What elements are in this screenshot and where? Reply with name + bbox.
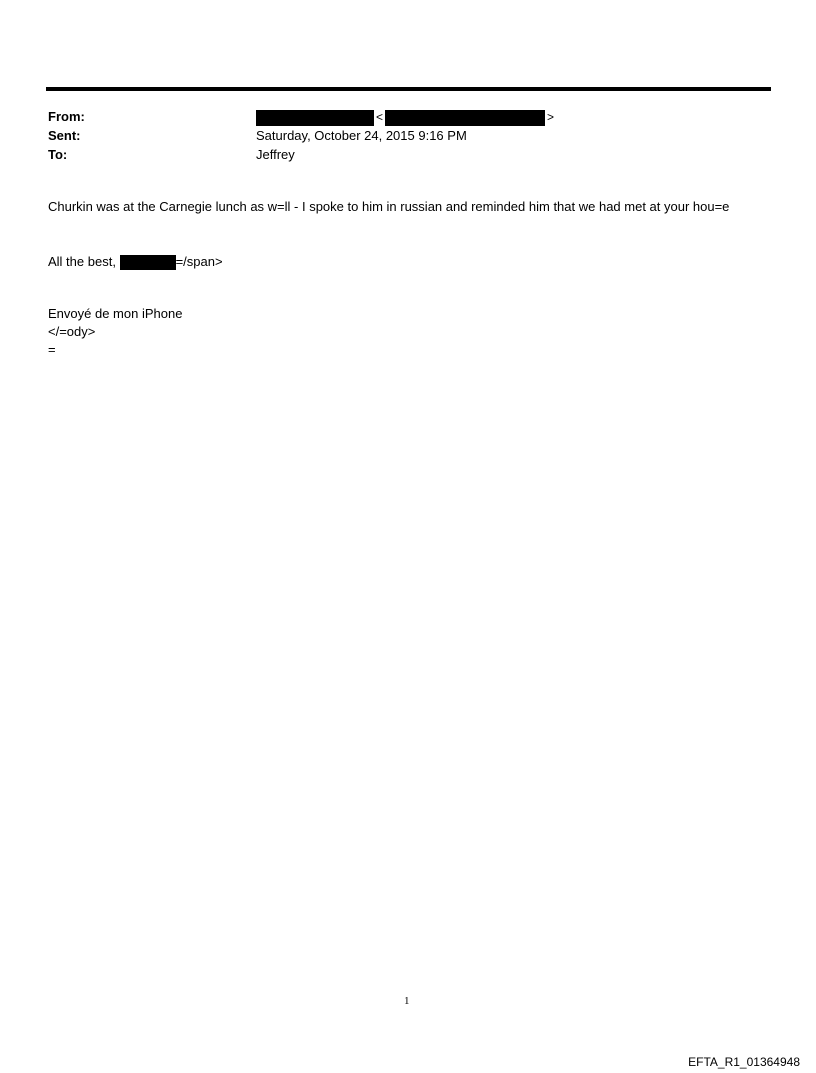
document-id: EFTA_R1_01364948 [688,1055,800,1069]
trailing-equals-line: = [48,342,56,357]
sent-label: Sent: [48,128,81,143]
closing-line [48,253,223,271]
closing-suffix: =/span> [175,254,223,269]
sent-value: Saturday, October 24, 2015 9:16 PM [256,128,467,143]
trailing-markup-line: </=ody> [48,324,96,339]
page-number: 1 [404,995,410,1007]
redacted-sender-email [385,110,545,126]
redacted-signature-name [120,255,176,270]
email-header [48,107,768,164]
signature-line: Envoyé de mon iPhone [48,306,183,321]
to-value: Jeffrey [256,147,295,162]
header-divider [46,87,771,91]
email-open-bracket: < [376,110,384,125]
email-close-bracket: > [547,110,555,125]
closing-prefix: All the best, [48,254,116,269]
from-value [256,107,556,127]
redacted-sender-name [256,110,374,126]
to-label: To: [48,147,68,162]
to-row [48,145,768,164]
message-line: Churkin was at the Carnegie lunch as w=ll - I spoke to him in russian and reminded him that we had met at your hou=e [48,199,730,214]
sent-row [48,126,768,145]
from-row [48,107,768,126]
from-label: From: [48,109,85,124]
